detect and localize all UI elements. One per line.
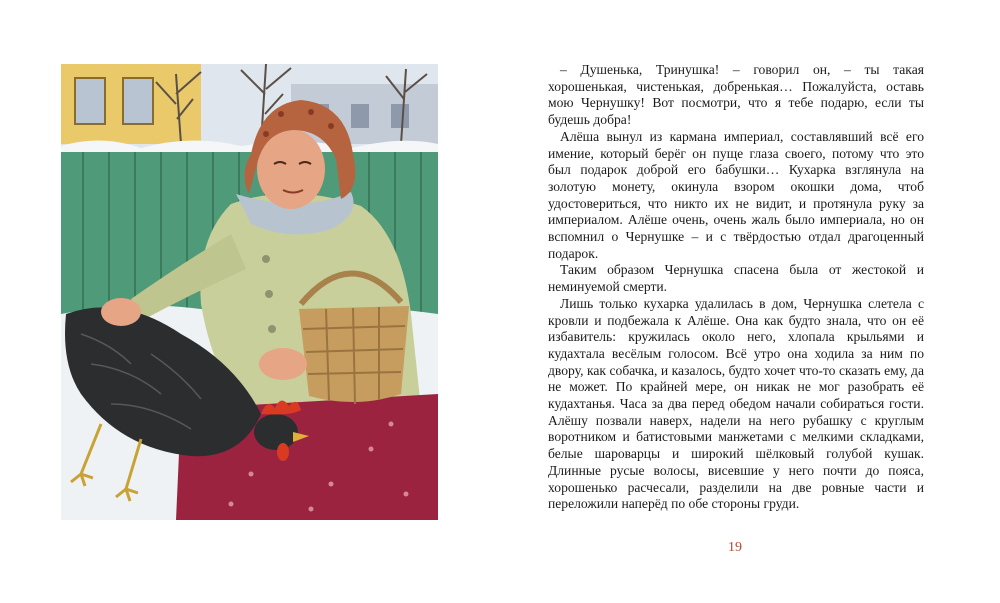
- paragraph-1: – Душенька, Тринушка! – говорил он, – ты такая хорошенькая, чистенькая, добренькая… Пожалуйста, оставь мою Чернушку! Вот посмотри, что я тебе подарю, если ты будешь добра!: [548, 62, 924, 128]
- story-text: [548, 62, 924, 513]
- paragraph-2: Алёша вынул из кармана империал, составлявший всё его имение, который берёг он пуще глаза своего, потому что это был подарок доброй его бабушки… Кухарка взглянула на золотую монету, окинула взором окошки дома, чтоб удостовериться, что никто их не видит, и протянула руку за империалом. Алёше очень, очень жаль было империала, но он вспомнил о Чернушке – и с твёрдостью отдал драгоценный подарок.: [548, 128, 924, 261]
- page-number: 19: [728, 540, 742, 555]
- paragraph-3: Таким образом Чернушка спасена была от жестокой и неминуемой смерти.: [548, 262, 924, 295]
- paragraph-4: Лишь только кухарка удалилась в дом, Чернушка слетела с кровли и подбежала к Алёше. Она как будто знала, что он её избавитель: кружилась около него, хлопала крыльями и кудахтала весёлым голосом. Всё утро она ходила за ним по двору, как собачка, и казалось, будто хочет что-то сказать ему, да не может. По крайней мере, он никак не мог разобрать её кудахтанья. Часа за два перед обедом начали собираться гости. Алёшу позвали наверх, надели на него рубашку с круглым воротником и батистовыми манжетами с мелкими складками, белые шароварцы и широкий шёлковый голубой кушак. Длинные русые волосы, висевшие у него почти до пояса, хорошенько расчесали, разделили на две ровные части и переложили наперёд по обе стороны груди.: [548, 295, 924, 512]
- illustration-canvas: [61, 64, 438, 520]
- cook-holding-hen-illustration: [61, 64, 438, 520]
